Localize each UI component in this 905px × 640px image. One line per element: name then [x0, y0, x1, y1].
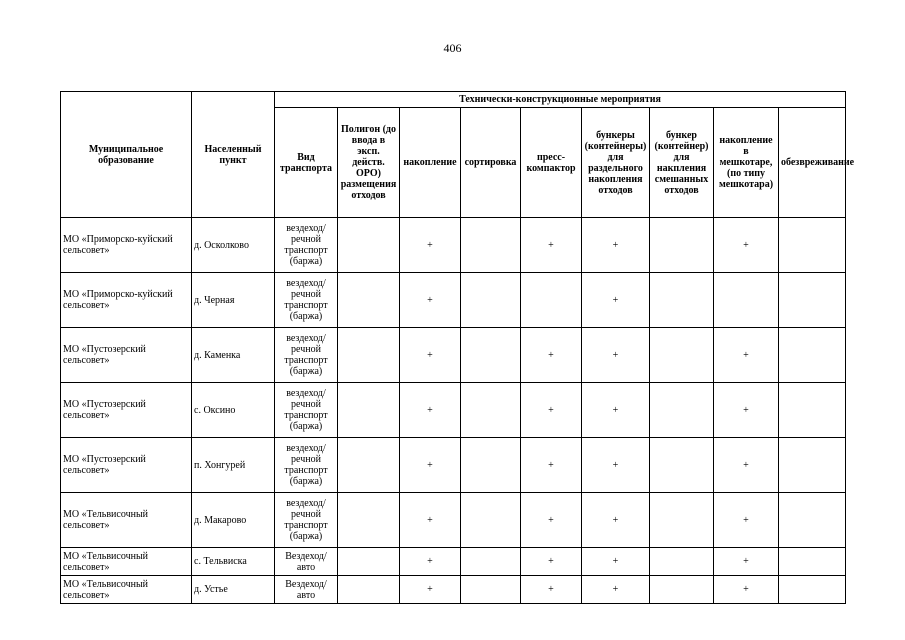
table-row [61, 576, 846, 604]
cell-sorting [461, 273, 521, 328]
cell-landfill [338, 383, 400, 438]
cell-accumulation: + [400, 328, 461, 383]
measures-table [60, 91, 855, 604]
cell-separate-bunkers: + [582, 576, 650, 604]
cell-separate-bunkers: + [582, 493, 650, 548]
cell-bag-accumulation: + [714, 328, 779, 383]
cell-press: + [521, 328, 582, 383]
cell-landfill [338, 328, 400, 383]
cell-settlement: д. Устье [192, 576, 275, 604]
cell-neutralization [779, 493, 846, 548]
cell-neutralization [779, 383, 846, 438]
cell-mixed-bunker [650, 548, 714, 576]
cell-neutralization [779, 548, 846, 576]
cell-transport: Вездеход/ авто [275, 576, 338, 604]
header-bag-accumulation: накопление в мешкотаре, (по типу мешкотара) [714, 108, 779, 218]
cell-landfill [338, 548, 400, 576]
cell-neutralization [779, 438, 846, 493]
cell-mixed-bunker [650, 383, 714, 438]
cell-mixed-bunker [650, 218, 714, 273]
cell-sorting [461, 328, 521, 383]
cell-transport: вездеход/ речной транспорт (баржа) [275, 383, 338, 438]
cell-mixed-bunker [650, 576, 714, 604]
cell-transport: вездеход/ речной транспорт (баржа) [275, 218, 338, 273]
cell-settlement: п. Хонгурей [192, 438, 275, 493]
cell-mixed-bunker [650, 328, 714, 383]
cell-press: + [521, 548, 582, 576]
cell-separate-bunkers: + [582, 218, 650, 273]
cell-bag-accumulation: + [714, 548, 779, 576]
cell-transport: вездеход/ речной транспорт (баржа) [275, 328, 338, 383]
header-transport: Вид транспорта [275, 108, 338, 218]
cell-sorting [461, 576, 521, 604]
cell-transport: вездеход/ речной транспорт (баржа) [275, 273, 338, 328]
cell-transport: вездеход/ речной транспорт (баржа) [275, 438, 338, 493]
cell-settlement: д. Макарово [192, 493, 275, 548]
cell-settlement: д. Черная [192, 273, 275, 328]
cell-accumulation: + [400, 383, 461, 438]
cell-municipality: МО «Приморско-куйский сельсовет» [61, 273, 192, 328]
cell-municipality: МО «Тельвисочный сельсовет» [61, 493, 192, 548]
cell-separate-bunkers: + [582, 548, 650, 576]
table-row [61, 328, 846, 383]
header-separate-bunkers: бункеры (контейнеры) для раздельного накопления отходов [582, 108, 650, 218]
header-mixed-bunker: бункер (контейнер) для накпления смешанных отходов [650, 108, 714, 218]
cell-accumulation: + [400, 218, 461, 273]
cell-settlement: д. Осколково [192, 218, 275, 273]
table-row [61, 218, 846, 273]
cell-landfill [338, 218, 400, 273]
cell-municipality: МО «Пустозерский сельсовет» [61, 438, 192, 493]
cell-municipality: МО «Пустозерский сельсовет» [61, 383, 192, 438]
header-landfill: Полигон (до ввода в эксп. действ. ОРО) размещения отходов [338, 108, 400, 218]
cell-neutralization [779, 273, 846, 328]
cell-settlement: с. Оксино [192, 383, 275, 438]
cell-settlement: с. Тельвиска [192, 548, 275, 576]
header-press: пресс-компактор [521, 108, 582, 218]
cell-mixed-bunker [650, 493, 714, 548]
table-row [61, 383, 846, 438]
cell-separate-bunkers: + [582, 273, 650, 328]
cell-landfill [338, 438, 400, 493]
cell-sorting [461, 218, 521, 273]
cell-press [521, 273, 582, 328]
cell-bag-accumulation: + [714, 493, 779, 548]
cell-press: + [521, 576, 582, 604]
header-neutralization: обезвреживание [779, 108, 846, 218]
cell-landfill [338, 273, 400, 328]
cell-transport: Вездеход/ авто [275, 548, 338, 576]
cell-neutralization [779, 328, 846, 383]
cell-neutralization [779, 218, 846, 273]
cell-mixed-bunker [650, 273, 714, 328]
cell-settlement: д. Каменка [192, 328, 275, 383]
cell-sorting [461, 548, 521, 576]
cell-press: + [521, 438, 582, 493]
cell-sorting [461, 383, 521, 438]
table-row [61, 493, 846, 548]
cell-accumulation: + [400, 438, 461, 493]
cell-transport: вездеход/ речной транспорт (баржа) [275, 493, 338, 548]
page-number: 406 [443, 41, 462, 55]
header-municipality: Муниципальное образование [61, 92, 192, 218]
cell-accumulation: + [400, 576, 461, 604]
cell-bag-accumulation: + [714, 576, 779, 604]
cell-separate-bunkers: + [582, 438, 650, 493]
header-sorting: сортировка [461, 108, 521, 218]
cell-landfill [338, 493, 400, 548]
cell-municipality: МО «Пустозерский сельсовет» [61, 328, 192, 383]
cell-mixed-bunker [650, 438, 714, 493]
cell-accumulation: + [400, 493, 461, 548]
cell-neutralization [779, 576, 846, 604]
cell-accumulation: + [400, 548, 461, 576]
cell-municipality: МО «Тельвисочный сельсовет» [61, 576, 192, 604]
header-accumulation: накопление [400, 108, 461, 218]
table-row [61, 548, 846, 576]
cell-separate-bunkers: + [582, 328, 650, 383]
table-row [61, 273, 846, 328]
header-settlement: Населенный пункт [192, 92, 275, 218]
cell-bag-accumulation: + [714, 438, 779, 493]
table-row [61, 438, 846, 493]
cell-separate-bunkers: + [582, 383, 650, 438]
cell-bag-accumulation: + [714, 383, 779, 438]
cell-press: + [521, 383, 582, 438]
cell-sorting [461, 438, 521, 493]
cell-bag-accumulation: + [714, 218, 779, 273]
cell-accumulation: + [400, 273, 461, 328]
cell-press: + [521, 493, 582, 548]
cell-landfill [338, 576, 400, 604]
cell-municipality: МО «Приморско-куйский сельсовет» [61, 218, 192, 273]
cell-press: + [521, 218, 582, 273]
cell-bag-accumulation [714, 273, 779, 328]
cell-sorting [461, 493, 521, 548]
cell-municipality: МО «Тельвисочный сельсовет» [61, 548, 192, 576]
header-group: Технически-конструкционные мероприятия [275, 92, 846, 108]
